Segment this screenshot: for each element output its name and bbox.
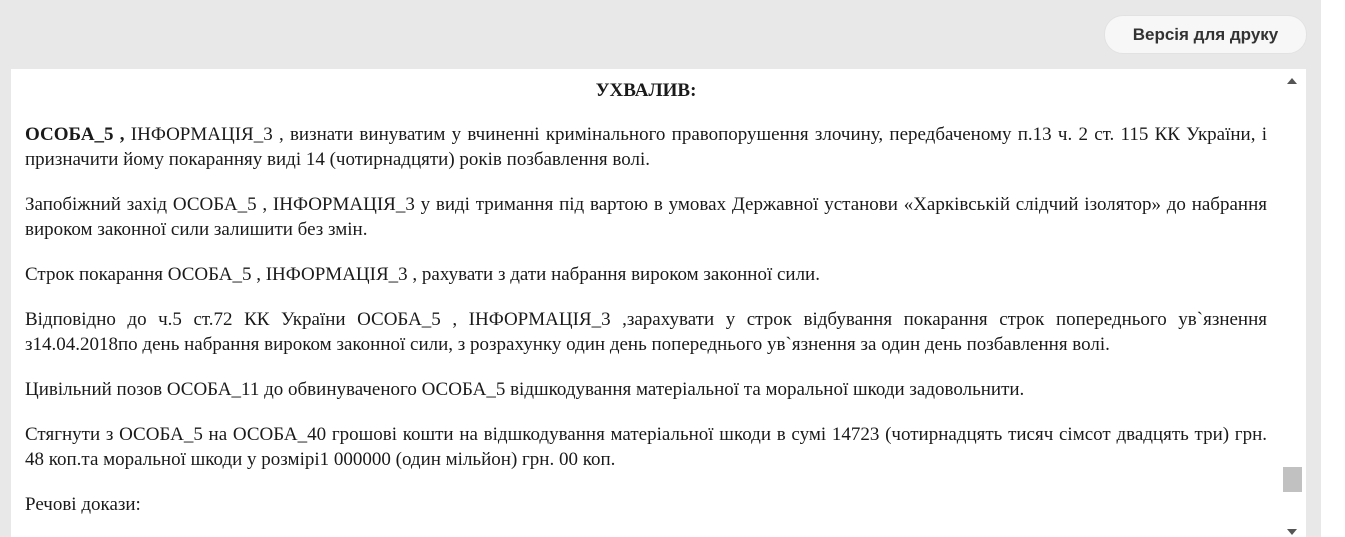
evidence-paragraph: Речові докази: [25, 494, 141, 515]
sentence-term-paragraph: Строк покарання ОСОБА_5 , ІНФОРМАЦІЯ_3 , рахувати з дати набрання вироком законної сили. [25, 264, 820, 285]
civil-claim-paragraph: Цивільний позов ОСОБА_11 до обвинуваченого ОСОБА_5 відшкодування матеріальної та моральної шкоди задовольнити. [25, 379, 1025, 400]
verdict-paragraph [25, 122, 1267, 172]
document-text [25, 69, 1267, 517]
page-margin [1321, 0, 1345, 537]
verdict-paragraph-text: ІНФОРМАЦІЯ_3 , визнати винуватим у вчиненні кримінального правопорушення злочину, передбаченому п.13 ч. 2 ст. 115 КК України, і призначити йому покаранняу виді 14 (чотирнадцяти) років позбавлення волі. [25, 124, 1268, 170]
defendant-name: ОСОБА_5 , [25, 124, 125, 145]
document-panel [11, 69, 1306, 537]
document-scrollbar[interactable] [1281, 69, 1303, 537]
preventive-measure-paragraph: Запобіжний захід ОСОБА_5 , ІНФОРМАЦІЯ_3 у виді тримання під вартою в умовах Державної установи «Харківській слідчий ізолятор» до набрання вироком законної сили залишити без змін. [25, 194, 1267, 240]
detention-credit-paragraph: Відповідно до ч.5 ст.72 КК України ОСОБА_5 , ІНФОРМАЦІЯ_3 ,зарахувати у строк відбування покарання строк попереднього ув`язнення з14.04.2018по день набрання вироком законної сили, з розрахунку один день попереднього ув`язнення за один день позбавлення волі. [25, 309, 1267, 355]
scroll-down-arrow-icon[interactable] [1287, 529, 1297, 535]
print-version-button[interactable]: Версія для друку [1104, 15, 1307, 54]
damages-paragraph: Стягнути з ОСОБА_5 на ОСОБА_40 грошові кошти на відшкодування матеріальної шкоди в сумі 14723 (чотирнадцять тисяч сімсот двадцять три) грн. 48 коп.та моральної шкоди у розмірі1 000000 (один мільйон) грн. 00 коп. [25, 424, 1267, 470]
scroll-up-arrow-icon[interactable] [1287, 78, 1297, 84]
scroll-thumb[interactable] [1283, 467, 1302, 492]
document-heading: УХВАЛИВ: [595, 80, 697, 101]
